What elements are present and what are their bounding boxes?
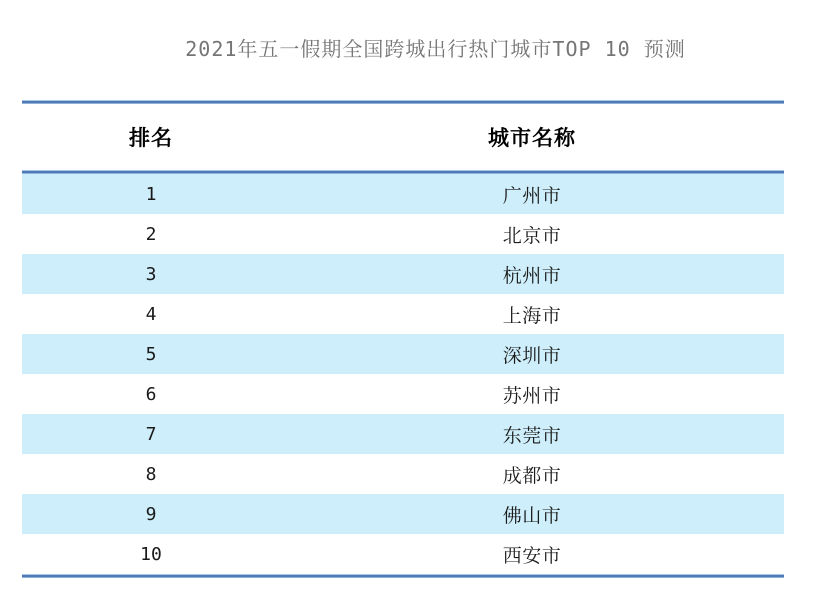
rank-cell: 8 bbox=[145, 463, 157, 485]
city-cell: 深圳市 bbox=[502, 344, 562, 367]
city-cell: 上海市 bbox=[502, 304, 562, 327]
rank-cell: 4 bbox=[145, 303, 157, 325]
table-header-row bbox=[22, 104, 784, 170]
city-cell: 杭州市 bbox=[502, 264, 562, 287]
top10-cities-table bbox=[22, 100, 784, 578]
table-row bbox=[22, 334, 784, 374]
city-cell: 东莞市 bbox=[502, 424, 562, 447]
rank-cell: 10 bbox=[140, 543, 162, 565]
header-cell-city: 城市名称 bbox=[488, 126, 576, 150]
city-cell: 佛山市 bbox=[502, 504, 562, 527]
table-row bbox=[22, 294, 784, 334]
table-row bbox=[22, 374, 784, 414]
rank-cell: 1 bbox=[145, 183, 157, 205]
header-cell-rank: 排名 bbox=[129, 126, 173, 150]
rank-cell: 5 bbox=[145, 343, 157, 365]
table-body bbox=[22, 174, 784, 574]
city-cell: 苏州市 bbox=[502, 384, 562, 407]
city-cell: 成都市 bbox=[502, 464, 562, 487]
city-cell: 北京市 bbox=[502, 224, 562, 247]
rank-cell: 9 bbox=[145, 503, 157, 525]
table-row bbox=[22, 414, 784, 454]
table-row bbox=[22, 454, 784, 494]
rank-cell: 2 bbox=[145, 223, 157, 245]
rank-cell: 7 bbox=[145, 423, 157, 445]
table-row bbox=[22, 214, 784, 254]
rank-cell: 3 bbox=[145, 263, 157, 285]
city-cell: 西安市 bbox=[502, 544, 562, 567]
table-row bbox=[22, 494, 784, 534]
city-cell: 广州市 bbox=[502, 184, 562, 207]
table-row bbox=[22, 254, 784, 294]
table-row bbox=[22, 534, 784, 574]
rank-cell: 6 bbox=[145, 383, 157, 405]
table-bottom-rule bbox=[22, 574, 784, 578]
page-title: 2021年五一假期全国跨城出行热门城市TOP 10 预测 bbox=[185, 37, 686, 61]
table-row bbox=[22, 174, 784, 214]
